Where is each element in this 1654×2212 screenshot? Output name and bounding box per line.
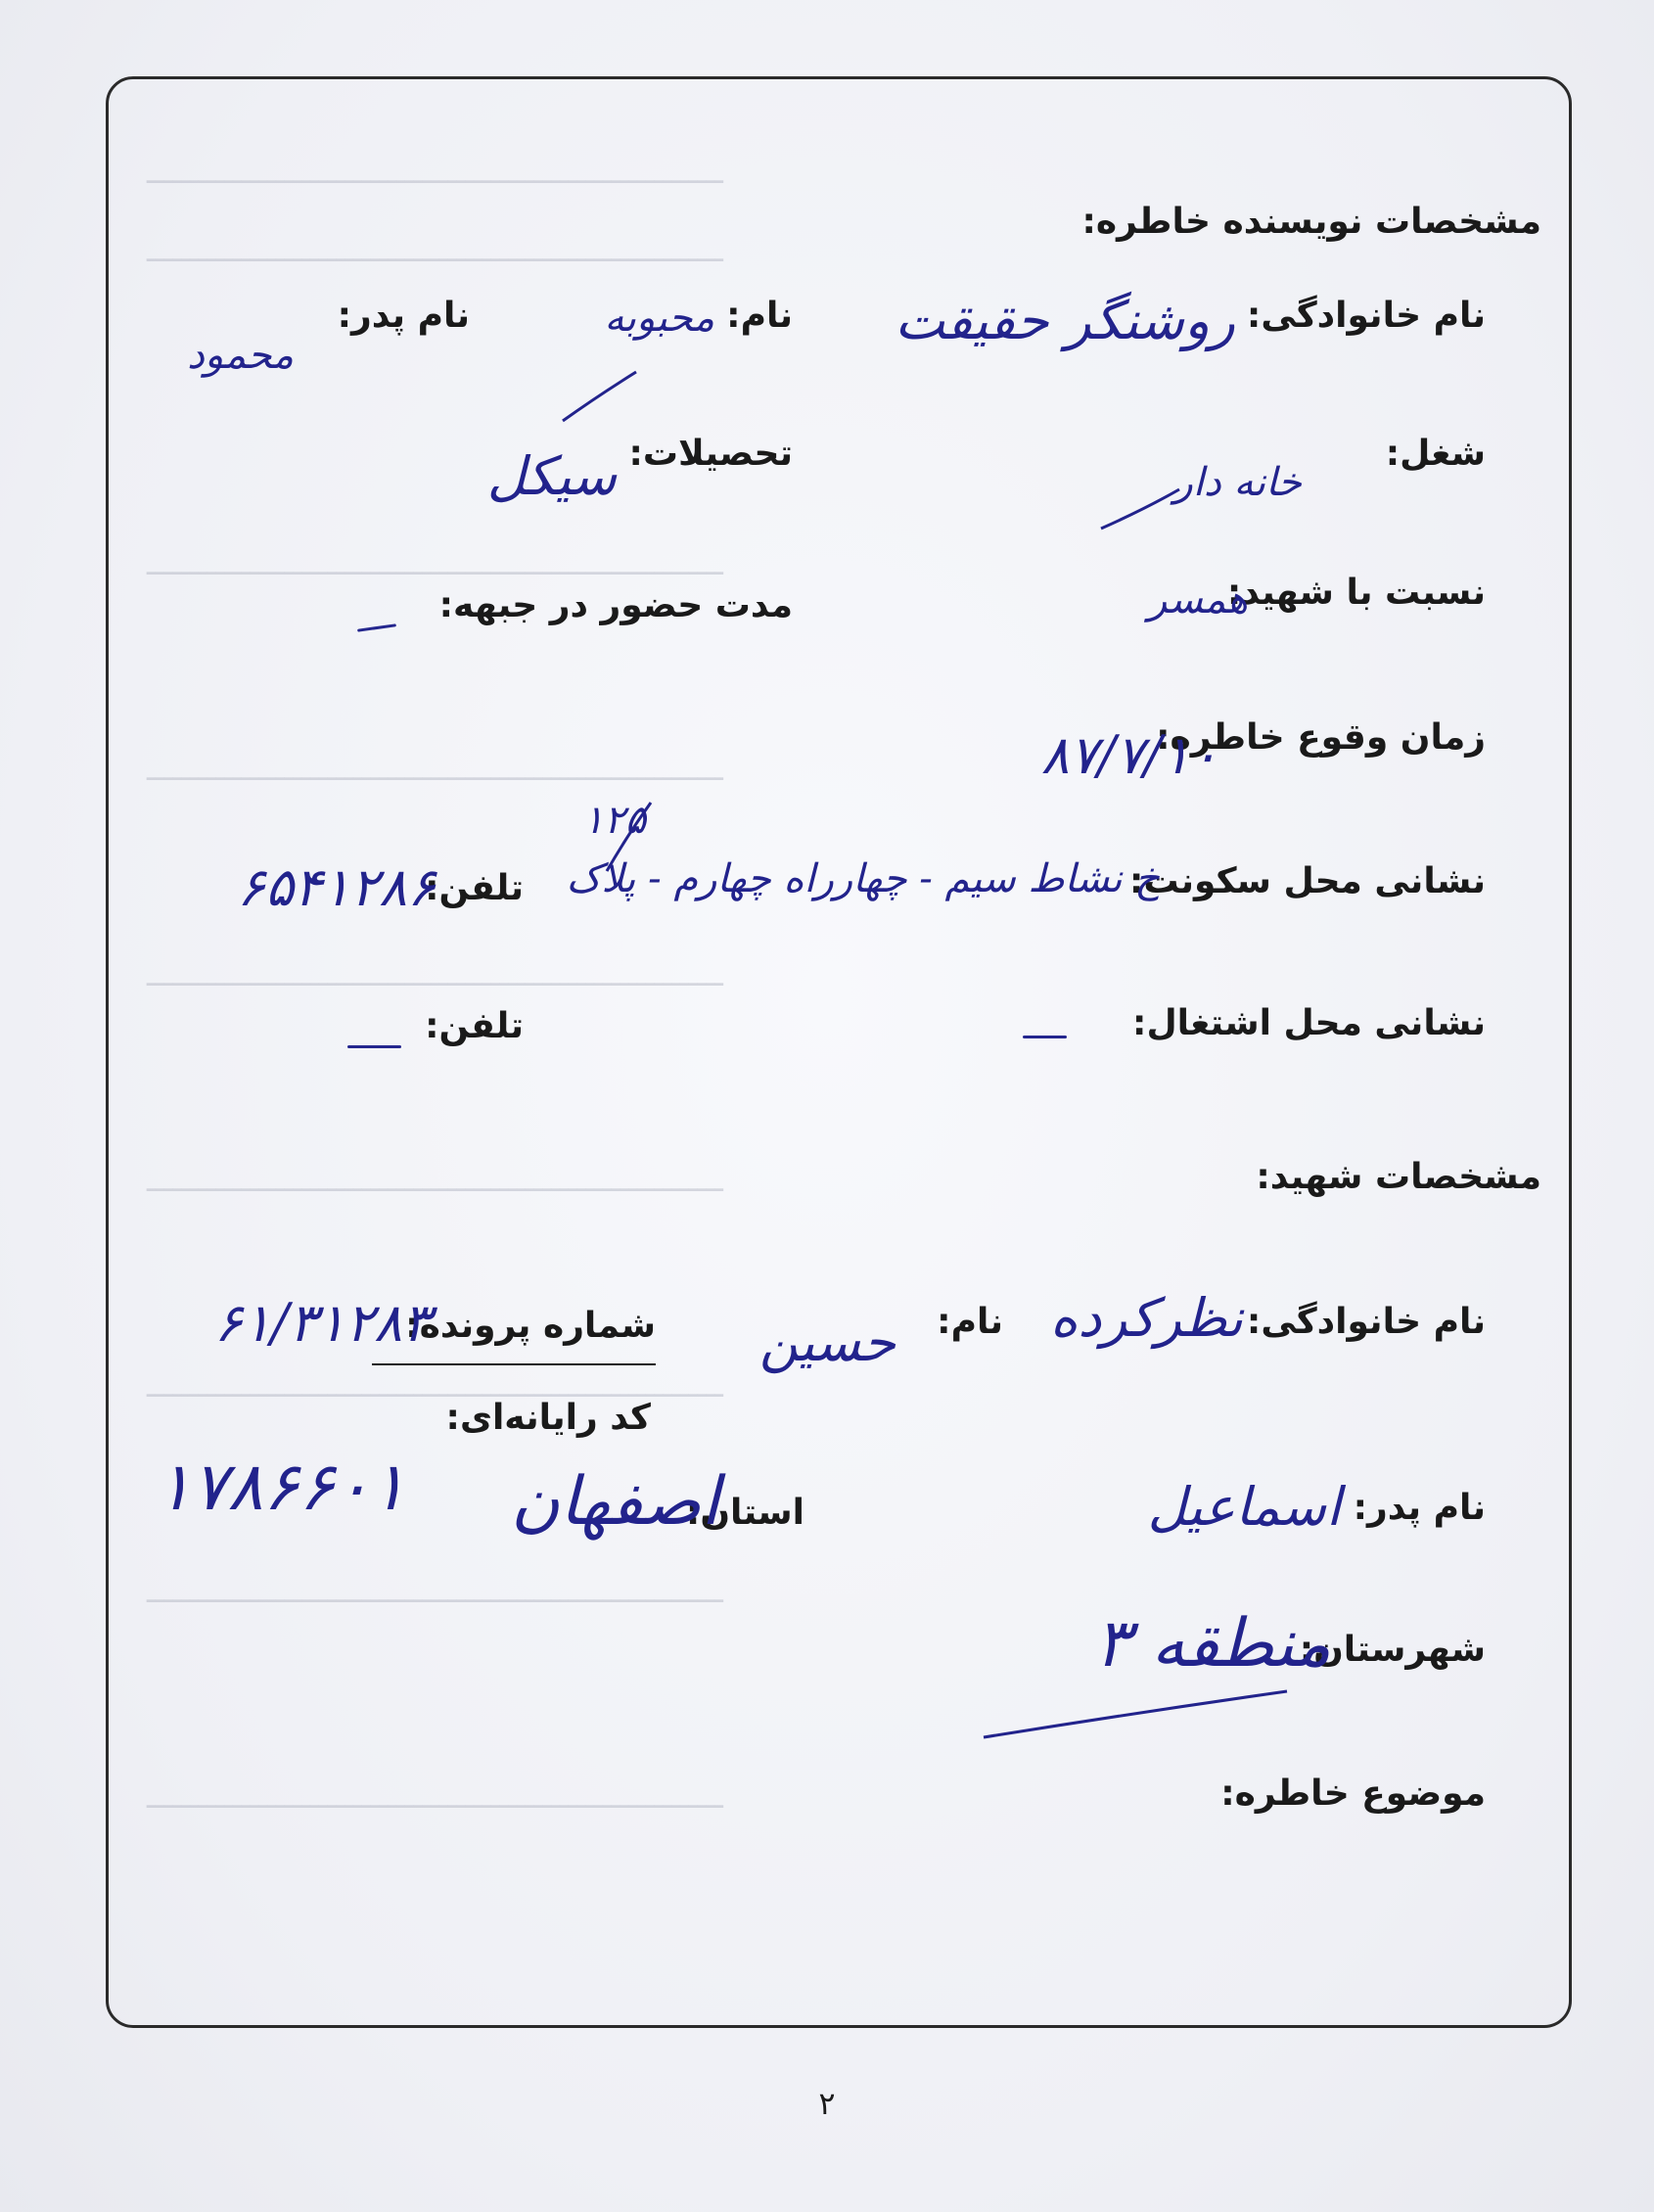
martyr-family-name-label: نام خانوادگی: — [1246, 1302, 1486, 1342]
work-address-label: نشانی محل اشتغال: — [1132, 1003, 1486, 1043]
memory-subject-label: موضوع خاطره: — [1220, 1774, 1486, 1814]
bleed-through-text: ـــــــــــــــــــــــــــــــــــــــــــــــــــــــــــــــــــ — [147, 1781, 723, 1816]
bleed-through-text: ـــــــــــــــــــــــــــــــــــــــــــــــــــــــــــــــــــ — [147, 959, 723, 993]
address-label: نشانی محل سکونت: — [1129, 861, 1486, 901]
province-value: اصفهان — [510, 1463, 719, 1541]
city-label: شهرستان: — [1299, 1630, 1486, 1670]
empty-value-dash — [1023, 1036, 1067, 1038]
file-number-underline — [372, 1363, 656, 1365]
martyr-first-name-label: نام: — [937, 1302, 1003, 1342]
job-label: شغل: — [1385, 434, 1486, 474]
relation-label: نسبت با شهید: — [1226, 573, 1486, 613]
author-family-name-label: نام خانوادگی: — [1246, 296, 1486, 336]
memory-time-value: ۸۷/۷/۱۰ — [1040, 724, 1218, 786]
job-value: خانه دار — [1173, 460, 1302, 505]
martyr-heading: مشخصات شهید: — [1256, 1157, 1541, 1197]
file-number-label: شماره پرونده: — [405, 1306, 656, 1346]
memory-time-label: زمان وقوع خاطره: — [1156, 717, 1486, 758]
handwriting-stroke — [558, 367, 646, 426]
bleed-through-text: ـــــــــــــــــــــــــــــــــــــــــــــــــــــــــــــــــــ — [147, 1576, 723, 1610]
bleed-through-text: ـــــــــــــــــــــــــــــــــــــــــــــــــــــــــــــــــــ — [147, 235, 723, 269]
city-value: منطقه ۳ — [1094, 1605, 1331, 1682]
handwriting-stroke — [597, 798, 656, 876]
handwriting-stroke — [979, 1683, 1292, 1742]
phone-value: ۶۵۴۱۲۸۶ — [236, 856, 436, 918]
computer-code-value: ۱۷۸۶۶۰۱ — [156, 1449, 406, 1526]
martyr-family-name-value: نظرکرده — [1050, 1287, 1243, 1349]
work-phone-label: تلفن: — [425, 1006, 524, 1046]
martyr-father-name-label: نام پدر: — [1353, 1488, 1486, 1528]
author-first-name-value: محبوبه — [604, 296, 714, 341]
empty-value-dash — [347, 1045, 401, 1048]
form-border — [106, 76, 1572, 2028]
address-value: خ نشاط سیم - چهارراه چهارم - پلاک — [566, 856, 1160, 901]
bleed-through-text: ـــــــــــــــــــــــــــــــــــــــــــــــــــــــــــــــــــ — [147, 1165, 723, 1199]
province-label: استان: — [685, 1493, 804, 1533]
martyr-first-name-value: حسین — [759, 1312, 896, 1373]
bleed-through-text: ـــــــــــــــــــــــــــــــــــــــــــــــــــــــــــــــــــ — [147, 548, 723, 582]
page-number: ۲ — [818, 2085, 836, 2122]
bleed-through-text: ـــــــــــــــــــــــــــــــــــــــــــــــــــــــــــــــــــ — [147, 754, 723, 788]
author-father-name-value: محمود — [187, 333, 294, 378]
relation-value: همسر — [1148, 577, 1248, 622]
bleed-through-text: ـــــــــــــــــــــــــــــــــــــــــــــــــــــــــــــــــــ — [147, 157, 723, 191]
bleed-through-text: ـــــــــــــــــــــــــــــــــــــــــــــــــــــــــــــــــــ — [147, 1370, 723, 1405]
computer-code-label: کد رایانه‌ای: — [445, 1398, 651, 1438]
education-value: سیکل — [486, 445, 617, 507]
handwriting-stroke — [1096, 484, 1184, 533]
author-heading: مشخصات نویسنده خاطره: — [1081, 202, 1541, 242]
address-plate-value: ۱۲۵ — [582, 798, 646, 843]
author-father-name-label: نام پدر: — [337, 296, 470, 336]
front-duration-label: مدت حضور در جبهه: — [438, 585, 793, 625]
author-family-name-value: روشنگر حقیقت — [895, 290, 1235, 351]
education-label: تحصیلات: — [628, 434, 793, 474]
file-number-value: ۶۱/۳۱۲۸۳ — [213, 1292, 431, 1354]
author-first-name-label: نام: — [726, 296, 793, 336]
martyr-father-name-value: اسماعیل — [1147, 1476, 1341, 1538]
phone-label: تلفن: — [425, 868, 524, 908]
